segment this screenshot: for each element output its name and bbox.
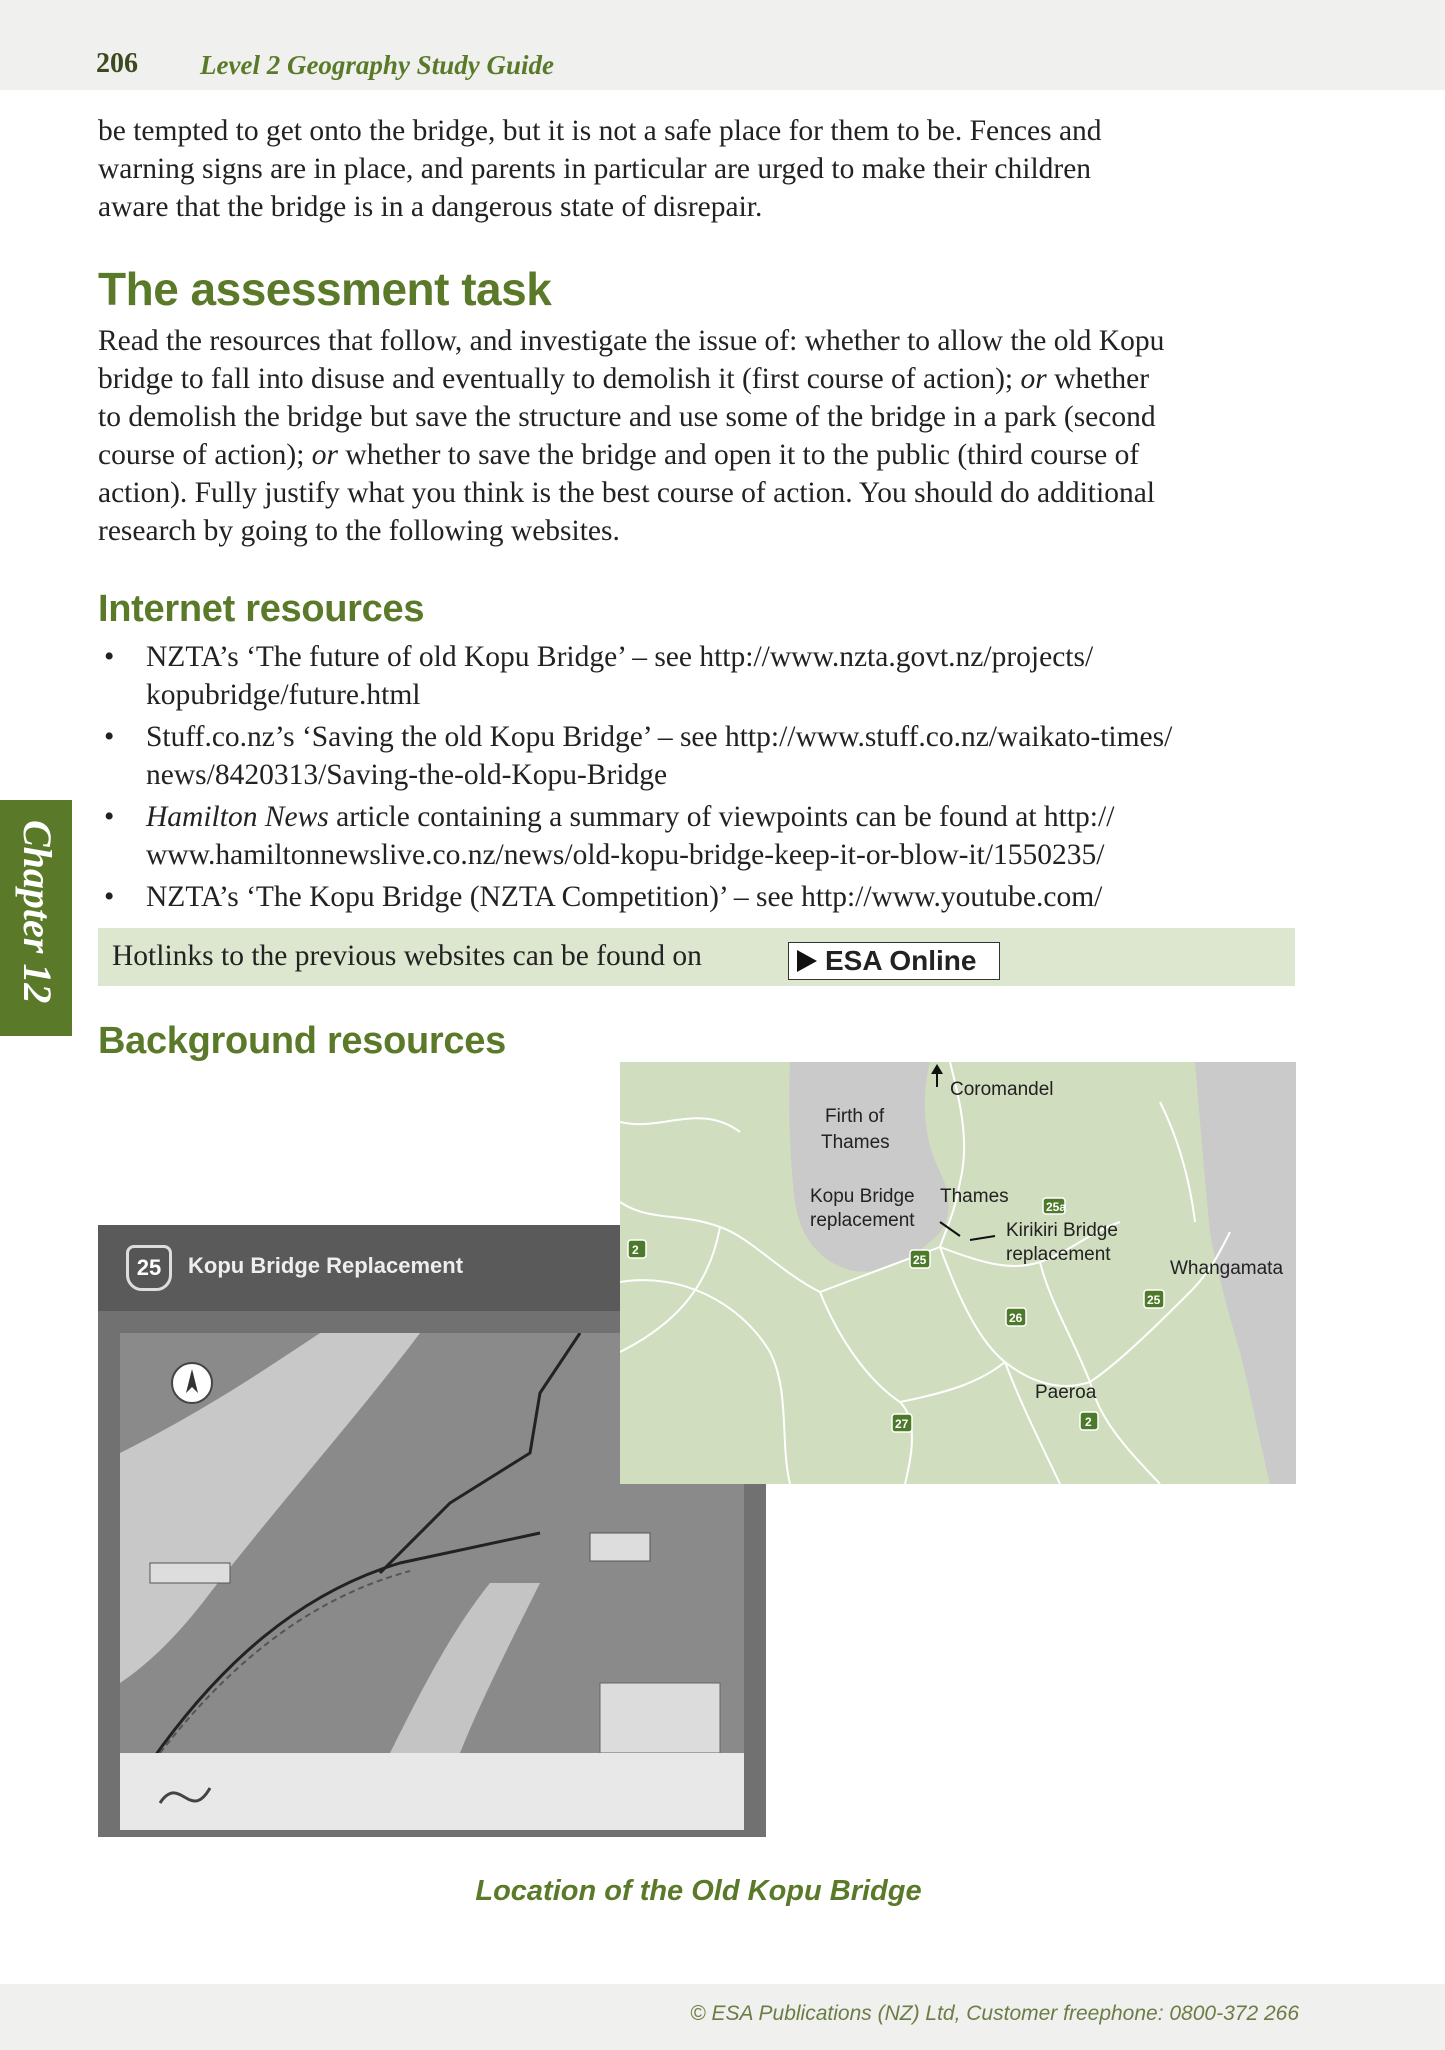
link-text[interactable]: NZTA’s ‘The Kopu Bridge (NZTA Competition)’ – see http://www.youtube.com/ (146, 881, 1103, 913)
hotlinks-box (98, 928, 1295, 986)
internet-resources-list (98, 638, 1308, 920)
bullet-icon: • (104, 721, 115, 753)
assessment-line: course of action); or whether to save the bridge and open it to the public (third course of (98, 439, 1140, 471)
map-label-paeroa: Paeroa (1035, 1382, 1097, 1403)
running-title: Level 2 Geography Study Guide (200, 50, 554, 80)
map-label-kirikiri: replacement (1006, 1244, 1111, 1265)
background-resources-heading: Background resources (98, 1020, 506, 1062)
or-emphasis: or (311, 439, 339, 471)
map-label-kirikiri: Kirikiri Bridge (1006, 1220, 1118, 1241)
page-number: 206 (96, 48, 138, 79)
map-label-whangamata: Whangamata (1170, 1258, 1284, 1279)
state-highway-shield-icon: 25 (126, 1245, 172, 1291)
list-item (98, 798, 1308, 874)
link-text[interactable]: news/8420313/Saving-the-old-Kopu-Bridge (146, 759, 668, 791)
figure-caption: Location of the Old Kopu Bridge (475, 1875, 922, 1907)
assessment-line: research by going to the following websites. (98, 515, 620, 547)
map-label-firth: Firth of (825, 1106, 885, 1127)
footer-text: © ESA Publications (NZ) Ltd, Customer freephone: 0800-372 266 (690, 2002, 1299, 2025)
bullet-icon: • (104, 801, 115, 833)
road-number: 25 (913, 1253, 927, 1267)
bullet-icon: • (104, 641, 115, 673)
region-map-graphic (620, 1062, 1296, 1484)
list-item (98, 878, 1308, 916)
road-number: 2 (632, 1243, 639, 1257)
road-number: 2 (1085, 1415, 1092, 1429)
link-text[interactable]: Hamilton News article containing a summary of viewpoints can be found at http:// (146, 801, 1115, 833)
hotlinks-text: Hotlinks to the previous websites can be found on (112, 940, 702, 972)
intro-line: aware that the bridge is in a dangerous state of disrepair. (98, 191, 763, 223)
map-label-coromandel: Coromandel (950, 1079, 1054, 1100)
link-text[interactable]: NZTA’s ‘The future of old Kopu Bridge’ – see http://www.nzta.govt.nz/projects/ (146, 641, 1094, 673)
road-number: 25a (1046, 1200, 1067, 1214)
footer-band (0, 1984, 1445, 2050)
list-item (98, 718, 1308, 794)
assessment-line: action). Fully justify what you think is the best course of action. You should do additional (98, 477, 1155, 509)
intro-line: warning signs are in place, and parents in particular are urged to make their children (98, 153, 1092, 185)
map-label-kopu: Kopu Bridge (810, 1186, 915, 1207)
link-text[interactable]: www.hamiltonnewslive.co.nz/news/old-kopu-bridge-keep-it-or-blow-it/1550235/ (146, 839, 1105, 871)
road-number: 27 (895, 1417, 909, 1431)
assessment-line: Read the resources that follow, and investigate the issue of: whether to allow the old Kopu (98, 325, 1165, 357)
site-map-title: Kopu Bridge Replacement (188, 1253, 464, 1278)
chapter-label: Chapter 12 (15, 820, 60, 1004)
play-icon (797, 950, 817, 972)
assessment-paragraph (98, 322, 1298, 550)
map-label-kopu: replacement (810, 1210, 915, 1231)
esa-online-label: ESA Online (825, 945, 977, 976)
road-number: 25 (1147, 1293, 1161, 1307)
link-text[interactable]: kopubridge/future.html (146, 679, 421, 711)
esa-online-button[interactable] (788, 942, 1000, 980)
region-map (620, 1062, 1296, 1484)
intro-paragraph (98, 112, 1298, 226)
bullet-icon: • (104, 881, 115, 913)
list-item (98, 638, 1308, 714)
assessment-line: bridge to fall into disuse and eventually to demolish it (first course of action); or whether (98, 363, 1150, 395)
map-label-thames: Thames (940, 1186, 1009, 1207)
or-emphasis: or (1020, 363, 1047, 395)
intro-line: be tempted to get onto the bridge, but it is not a safe place for them to be. Fences and (98, 115, 1102, 147)
chapter-tab (0, 800, 72, 1036)
link-text[interactable]: Stuff.co.nz’s ‘Saving the old Kopu Bridge’ – see http://www.stuff.co.nz/waikato-times/ (146, 721, 1173, 753)
road-number: 26 (1009, 1311, 1023, 1325)
internet-resources-heading: Internet resources (98, 588, 425, 630)
assessment-heading: The assessment task (98, 263, 552, 315)
assessment-line: to demolish the bridge but save the structure and use some of the bridge in a park (second (98, 401, 1156, 433)
map-label-firth: Thames (821, 1132, 890, 1153)
